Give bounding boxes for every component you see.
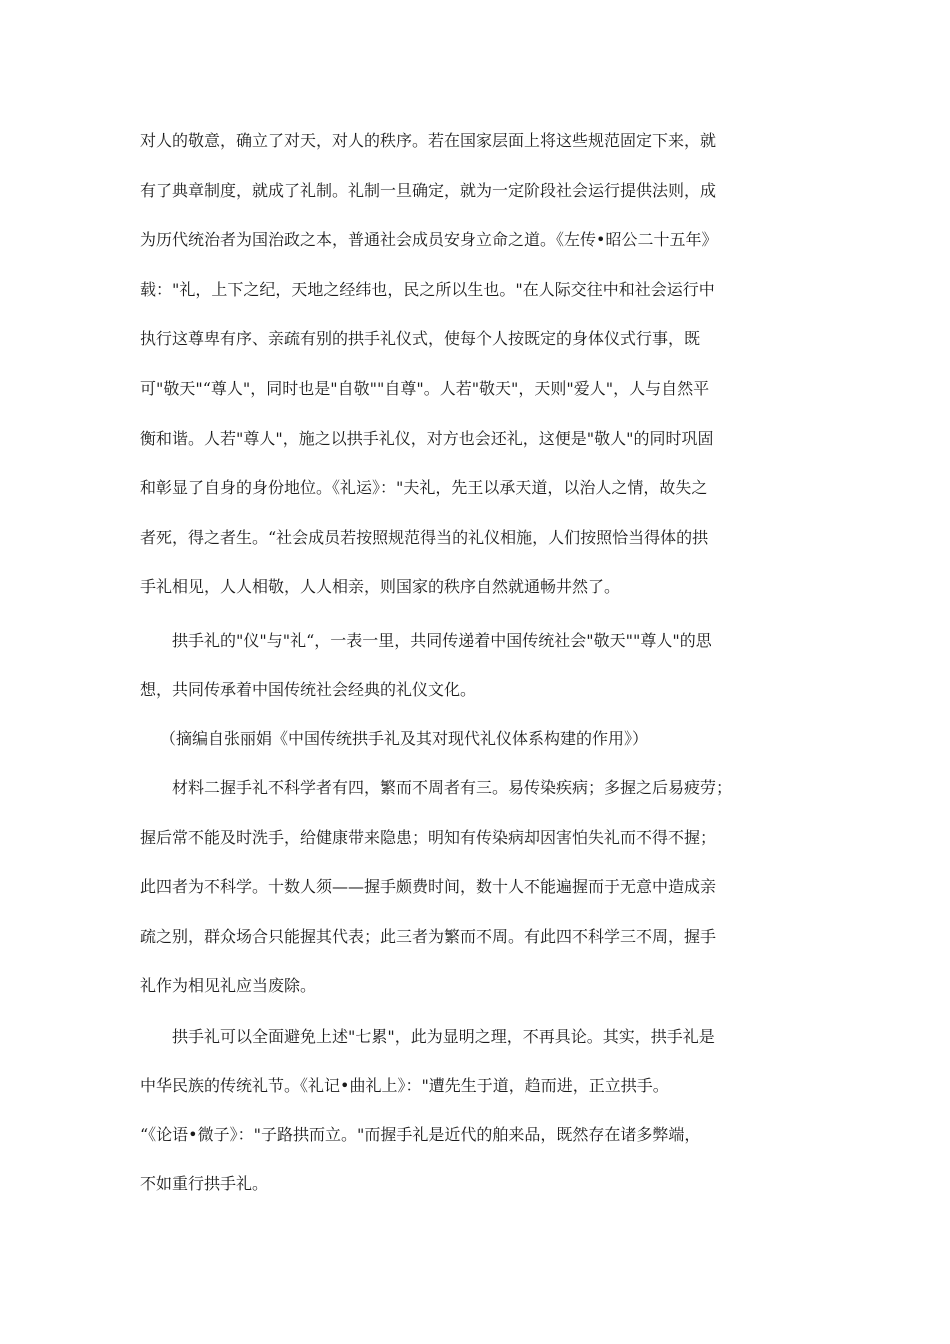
text-line: 拱手礼可以全面避免上述"七累"，此为显明之理，不再具论。其实，拱手礼是 <box>172 1027 715 1046</box>
paragraph-4 <box>140 1027 820 1223</box>
text-line: 想，共同传承着中国传统社会经典的礼仪文化。 <box>140 680 477 699</box>
text-line: 执行这尊卑有序、亲疏有别的拱手礼仪式，使每个人按既定的身体仪式行事，既 <box>140 329 701 349</box>
text-line: 有了典章制度，就成了礼制。礼制一旦确定，就为一定阶段社会运行提供法则，成 <box>140 180 717 200</box>
text-line: 对人的敬意，确立了对天，对人的秩序。若在国家层面上将这些规范固定下来，就 <box>140 131 717 150</box>
text-line: 拱手礼的"仪"与"礼“，一表一里，共同传递着中国传统社会"敬天""尊人"的思 <box>172 631 712 650</box>
source-citation <box>140 729 820 749</box>
text-line: 材料二握手礼不科学者有四，繁而不周者有三。易传染疾病；多握之后易疲劳； <box>172 778 733 797</box>
text-line: 此四者为不科学。十数人须——握手颇费时间，数十人不能遍握而于无意中造成亲 <box>140 877 717 896</box>
text-line: 中华民族的传统礼节。《礼记•曲礼上》："遭先生于道，趋而进，正立拱手。 <box>140 1076 669 1095</box>
text-line: 和彰显了自身的身份地位。《礼运》："夫礼，先王以承天道，以治人之情，故失之 <box>140 478 708 498</box>
text-line: 载："礼，上下之纪，天地之经纬也，民之所以生也。"在人际交往中和社会运行中 <box>140 279 715 299</box>
text-line: 衡和谐。人若"尊人"，施之以拱手礼仪，对方也会还礼，这便是"敬人"的同时巩固 <box>140 428 714 448</box>
text-line: 可"敬天"“尊人"，同时也是"自敬""自尊"。人若"敬天"，天则"爱人"，人与自然平 <box>140 378 710 398</box>
text-line: 握后常不能及时洗手，给健康带来隐患；明知有传染病却因害怕失礼而不得不握； <box>140 827 717 847</box>
text-line: 不如重行拱手礼。 <box>140 1174 269 1193</box>
text-line: 手礼相见，人人相敬，人人相亲，则国家的秩序自然就通畅井然了。 <box>140 577 621 597</box>
text-line: 疏之别，群众场合只能握其代表；此三者为繁而不周。有此四不科学三不周，握手 <box>140 926 717 946</box>
paragraph-3 <box>140 778 820 1026</box>
text-line: 为历代统治者为国治政之本，普通社会成员安身立命之道。《左传•昭公二十五年》 <box>140 230 718 250</box>
citation-line: （摘编自张丽娟《中国传统拱手礼及其对现代礼仪体系构建的作用》） <box>160 729 649 748</box>
paragraph-2 <box>140 631 820 729</box>
text-line: 者死，得之者生。“社会成员若按照规范得当的礼仪相施，人们按照恰当得体的拱 <box>140 527 709 547</box>
text-line: 礼作为相见礼应当废除。 <box>140 976 317 995</box>
paragraph-1 <box>140 131 820 627</box>
text-line: “《论语•微子》："子路拱而立。"而握手礼是近代的舶来品，既然存在诸多弊端， <box>140 1125 701 1144</box>
